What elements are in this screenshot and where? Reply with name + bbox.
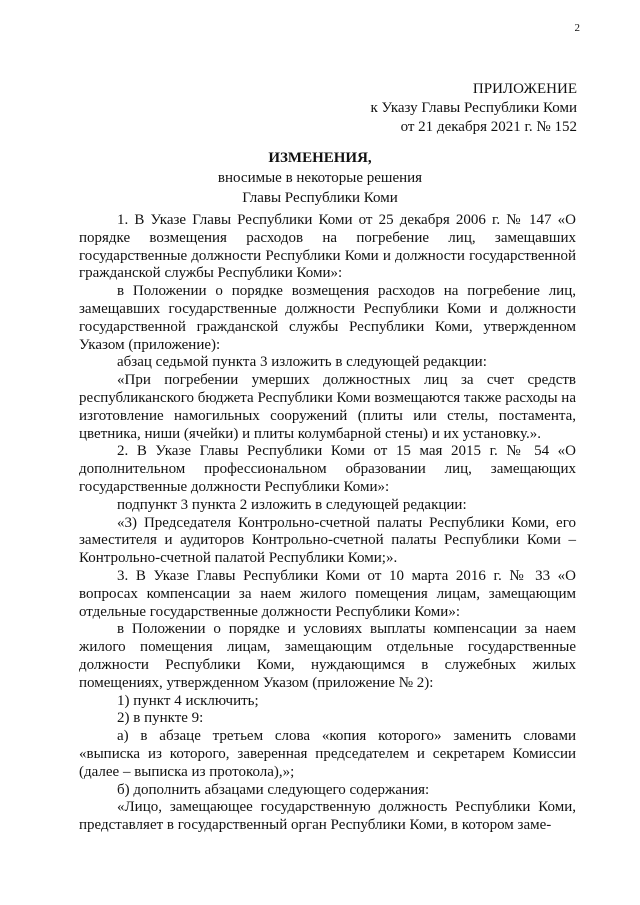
document-body <box>79 212 576 835</box>
appendix-decree-ref: к Указу Главы Республики Коми <box>370 100 577 116</box>
paragraph: 3. В Указе Главы Республики Коми от 10 марта 2016 г. № 33 «О вопросах компенсации за наем жилого помещения лицам, замещающим отдельные государственные должности Республики Коми»: <box>79 567 576 620</box>
document-subtitle-line2: Главы Республики Коми <box>242 190 398 206</box>
paragraph: подпункт 3 пункта 2 изложить в следующей редакции: <box>117 496 467 513</box>
paragraph: 1) пункт 4 исключить; <box>117 692 259 709</box>
paragraph: 2. В Указе Главы Республики Коми от 15 мая 2015 г. № 54 «О дополнительном профессиональном образовании лиц, замещающих государственные должности Республики Коми»: <box>79 443 576 495</box>
appendix-block <box>370 80 577 137</box>
paragraph: «При погребении умерших должностных лиц за счет средств республиканского бюджета Республики Коми возмещаются также расходы на изготовление намогильных сооружений (плиты или стелы, постамента, цветника, ниши (ячейки) и плиты колумбарной стены) и их установку.». <box>79 372 576 442</box>
document-title-block <box>0 148 640 208</box>
paragraph: «3) Председателя Контрольно-счетной палаты Республики Коми, его заместителя и аудиторов Контрольно-счетной палаты Республики Коми – Контрольно-счетной палатой Республики Коми;». <box>79 514 576 567</box>
page-number: 2 <box>574 22 580 34</box>
document-subtitle-line1: вносимые в некоторые решения <box>217 170 423 186</box>
appendix-decree-date: от 21 декабря 2021 г. № 152 <box>400 119 577 135</box>
appendix-title: ПРИЛОЖЕНИЕ <box>472 81 577 97</box>
paragraph: 1. В Указе Главы Республики Коми от 25 декабря 2006 г. № 147 «О порядке возмещения расходов на погребение лиц, замещавших государственные должности Республики Коми и должности государственной гражданской службы Республики Коми»: <box>79 212 576 282</box>
paragraph: в Положении о порядке возмещения расходов на погребение лиц, замещавших государственные должности Республики Коми и должности государственной гражданской службы Республики Коми, утвержденном Указом (приложение): <box>79 283 576 353</box>
paragraph: в Положении о порядке и условиях выплаты компенсации за наем жилого помещения лицам, замещающим отдельные государственные должности Республики Коми, нуждающимся в служебных жилых помещениях, утвержденном Указом (приложение № 2): <box>79 621 576 691</box>
paragraph: «Лицо, замещающее государственную должность Республики Коми, представляет в государственный орган Республики Коми, в котором заме- <box>79 799 576 834</box>
paragraph: а) в абзаце третьем слова «копия которого» заменить словами «выписка из которого, заверенная председателем и секретарем Комиссии (далее – выписка из протокола),»; <box>79 728 576 780</box>
paragraph: 2) в пункте 9: <box>117 710 204 727</box>
document-title: ИЗМЕНЕНИЯ, <box>268 150 372 166</box>
paragraph: б) дополнить абзацами следующего содержания: <box>117 781 430 798</box>
paragraph: абзац седьмой пункта 3 изложить в следующей редакции: <box>117 354 487 371</box>
